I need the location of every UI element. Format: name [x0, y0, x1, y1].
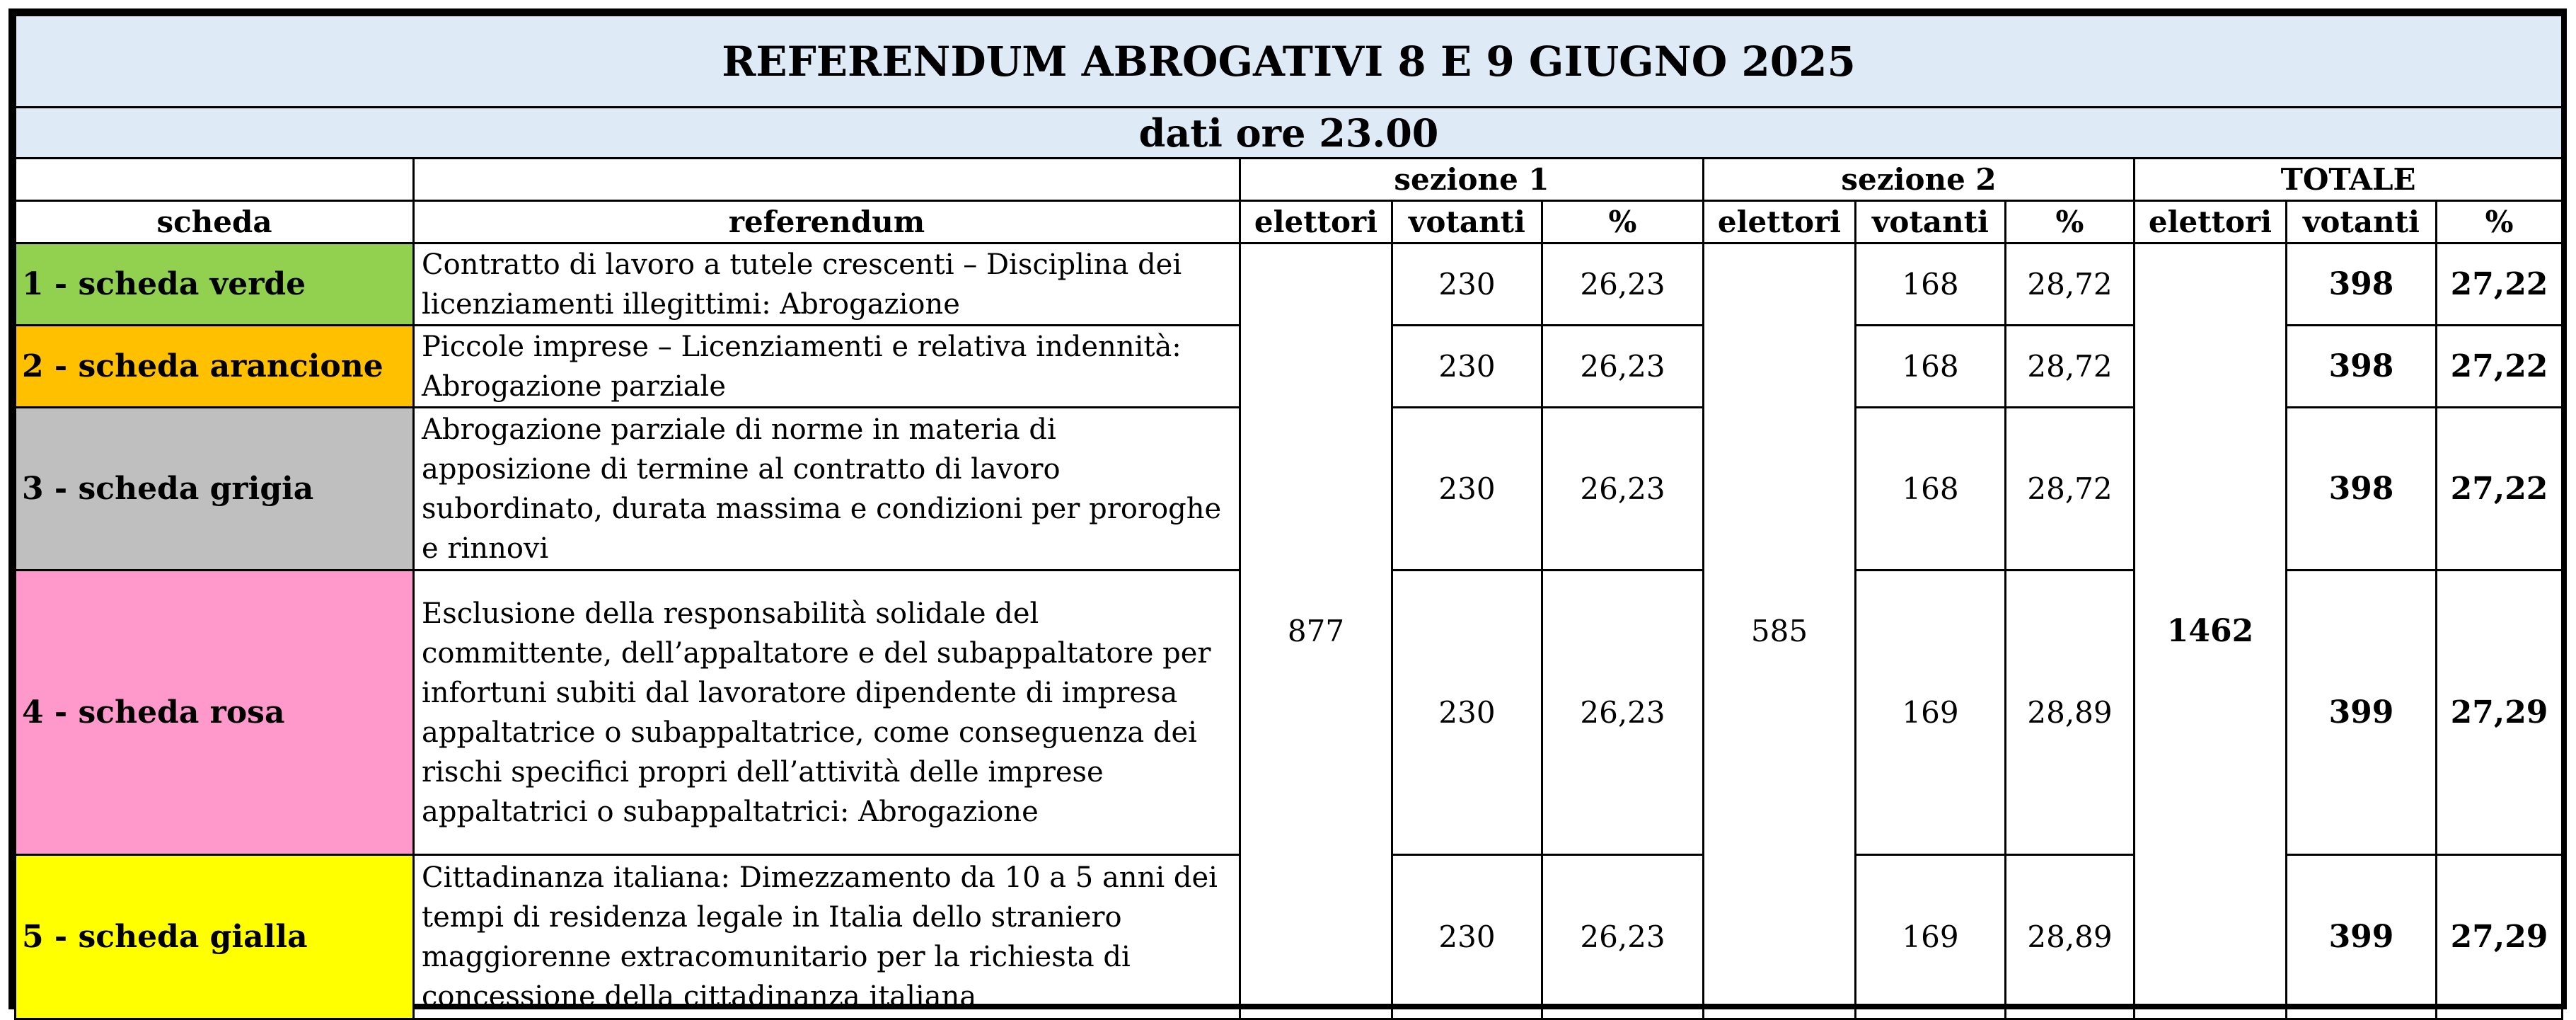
pct-sezione-1: 26,23	[1542, 243, 1704, 326]
pct-sezione-2: 28,89	[2006, 571, 2135, 855]
header-votanti-2: votanti	[1856, 201, 2006, 243]
pct-totale: 27,29	[2437, 571, 2563, 855]
referendum-text: Cittadinanza italiana: Dimezzamento da 10 a 5 anni dei tempi di residenza legale in Italia dello straniero maggiorenne extracomunitario per la richiesta di concessione della cittadinanza italiana	[414, 855, 1240, 1019]
pct-totale: 27,29	[2437, 855, 2563, 1019]
elettori-sezione-2: 585	[1704, 243, 1856, 1019]
elettori-totale: 1462	[2135, 243, 2287, 1019]
votanti-totale: 399	[2287, 571, 2437, 855]
votanti-sezione-1: 230	[1392, 571, 1542, 855]
group-totale: TOTALE	[2135, 159, 2563, 201]
data-time-subtitle: dati ore 23.00	[16, 108, 2563, 159]
votanti-totale: 398	[2287, 326, 2437, 408]
pct-totale: 27,22	[2437, 243, 2563, 326]
elettori-sezione-1: 877	[1240, 243, 1392, 1019]
scheda-label: 3 - scheda grigia	[16, 408, 414, 571]
pct-totale: 27,22	[2437, 408, 2563, 571]
referendum-text: Abrogazione parziale di norme in materia di apposizione di termine al contratto di lavoro subordinato, durata massima e condizioni per proroghe e rinnovi	[414, 408, 1240, 571]
referendum-text: Piccole imprese – Licenziamenti e relativa indennità: Abrogazione parziale	[414, 326, 1240, 408]
pct-sezione-1: 26,23	[1542, 326, 1704, 408]
group-sezione-2: sezione 2	[1704, 159, 2135, 201]
pct-sezione-2: 28,72	[2006, 243, 2135, 326]
votanti-sezione-1: 230	[1392, 408, 1542, 571]
pct-sezione-1: 26,23	[1542, 855, 1704, 1019]
votanti-sezione-1: 230	[1392, 326, 1542, 408]
header-pct-2: %	[2006, 201, 2135, 243]
pct-sezione-2: 28,89	[2006, 855, 2135, 1019]
header-elettori-tot: elettori	[2135, 201, 2287, 243]
votanti-sezione-1: 230	[1392, 855, 1542, 1019]
header-referendum: referendum	[414, 201, 1240, 243]
referendum-text: Contratto di lavoro a tutele crescenti – Disciplina dei licenziamenti illegittimi: Abrogazione	[414, 243, 1240, 326]
pct-sezione-2: 28,72	[2006, 326, 2135, 408]
referendum-table-frame	[8, 8, 2567, 1013]
group-sezione-1: sezione 1	[1240, 159, 1704, 201]
pct-sezione-1: 26,23	[1542, 571, 1704, 855]
votanti-totale: 398	[2287, 243, 2437, 326]
empty-group-cell	[414, 159, 1240, 201]
votanti-sezione-2: 168	[1856, 326, 2006, 408]
referendum-table	[14, 14, 2563, 1020]
pct-sezione-1: 26,23	[1542, 408, 1704, 571]
header-pct-tot: %	[2437, 201, 2563, 243]
votanti-totale: 399	[2287, 855, 2437, 1019]
scheda-label: 5 - scheda gialla	[16, 855, 414, 1019]
header-votanti-1: votanti	[1392, 201, 1542, 243]
referendum-text: Esclusione della responsabilità solidale del committente, dell’appaltatore e del subappaltatore per infortuni subiti dal lavoratore dipendente di impresa appaltatrice o subappaltatrice, come conseguenza dei rischi specifici propri dell’attività delle imprese appaltatrici o subappaltatrici: Abrogazione	[414, 571, 1240, 855]
votanti-sezione-2: 168	[1856, 408, 2006, 571]
scheda-label: 1 - scheda verde	[16, 243, 414, 326]
header-votanti-tot: votanti	[2287, 201, 2437, 243]
votanti-sezione-2: 168	[1856, 243, 2006, 326]
votanti-sezione-1: 230	[1392, 243, 1542, 326]
scheda-label: 4 - scheda rosa	[16, 571, 414, 855]
header-scheda: scheda	[16, 201, 414, 243]
votanti-totale: 398	[2287, 408, 2437, 571]
header-elettori-2: elettori	[1704, 201, 1856, 243]
empty-group-cell	[16, 159, 414, 201]
header-elettori-1: elettori	[1240, 201, 1392, 243]
page-title: REFERENDUM ABROGATIVI 8 E 9 GIUGNO 2025	[16, 16, 2563, 108]
pct-totale: 27,22	[2437, 326, 2563, 408]
votanti-sezione-2: 169	[1856, 571, 2006, 855]
pct-sezione-2: 28,72	[2006, 408, 2135, 571]
table-row	[16, 243, 2563, 326]
votanti-sezione-2: 169	[1856, 855, 2006, 1019]
header-pct-1: %	[1542, 201, 1704, 243]
scheda-label: 2 - scheda arancione	[16, 326, 414, 408]
